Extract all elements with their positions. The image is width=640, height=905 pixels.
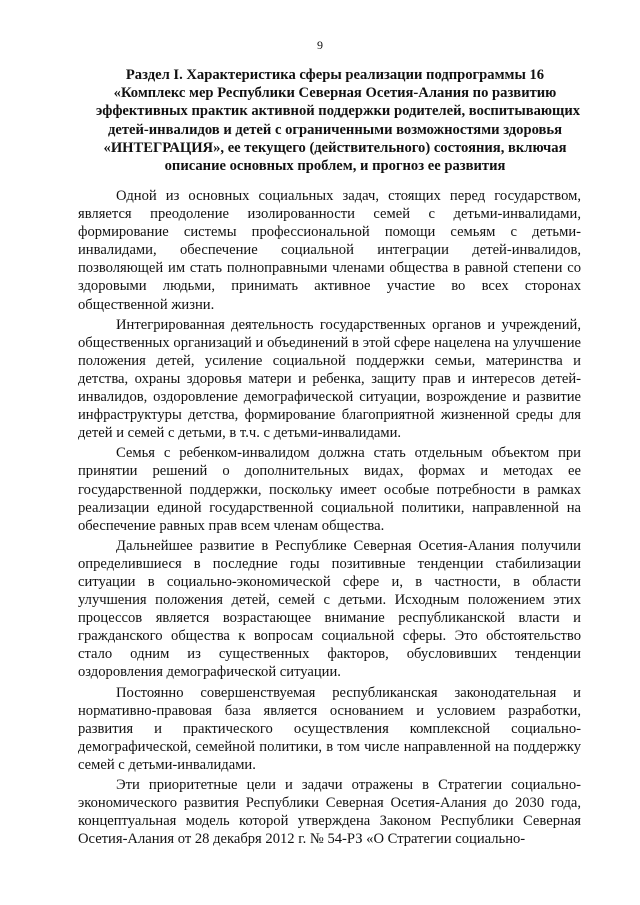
heading-line: Раздел I. Характеристика сферы реализации подпрограммы 16: [125, 67, 545, 83]
heading-line: описание основных проблем, и прогноз ее развития: [164, 158, 506, 175]
heading-line: «ИНТЕГРАЦИЯ», ее текущего (действительного) состояния, включая: [103, 139, 567, 156]
paragraph: Дальнейшее развитие в Республике Северная Осетия-Алания получили определившиеся в последние годы позитивные тенденции стабилизации ситуации в социально-экономической сфере и, в частности, в области улучшения положения детей, семей с детьми. Исходным положением этих процессов является возрастающее внимание республиканской власти и гражданского общества к вопросам социальной сферы. Это обстоятельство стало одним из существенных факторов, обусловивших тенденции оздоровления демографической ситуации.: [78, 537, 581, 681]
heading-line: эффективных практик активной поддержки родителей, воспитывающих: [96, 103, 581, 120]
paragraph: Эти приоритетные цели и задачи отражены в Стратегии социально-экономического развития Республики Северная Осетия-Алания до 2030 года, концептуальная модель которой утверждена Законом Республики Северная Осетия-Алания от 28 декабря 2012 г. № 54-РЗ «О Стратегии социально-: [78, 777, 581, 848]
paragraph: Постоянно совершенствуемая республиканская законодательная и нормативно-правовая база является основанием и условием разработки, развития и практического осуществления комплексной социально-демографической, семейной политики, в том числе направленной на поддержку семей с детьми-инвалидами.: [78, 684, 581, 773]
paragraph: Интегрированная деятельность государственных органов и учреждений, общественных организаций и объединений в этой сфере нацелена на улучшение положения детей, усиление социальной поддержки семьи, материнства и детства, охраны здоровья матери и ребенка, защиту прав и интересов детей-инвалидов, оздоровление демографической ситуации, возрождение и развитие инфраструктуры детства, формирование благоприятной жизненной среды для детей и семей с детьми, в т.ч. с детьми-инвалидами.: [78, 316, 581, 442]
section-heading: [96, 66, 581, 175]
paragraph: Семья с ребенком-инвалидом должна стать отдельным объектом при принятии решений о дополнительных видах, формах и методах ее государственной поддержки, поскольку имеет особые потребности в рамках реализации единой государственной социальной политики, направленной на обеспечение равных прав всем членам общества.: [78, 445, 581, 534]
heading-line: «Комплекс мер Республики Северная Осетия-Алания по развитию: [113, 85, 557, 102]
body-text: [78, 187, 581, 850]
paragraph: Одной из основных социальных задач, стоящих перед государством, является преодоление изолированности семей с детьми-инвалидами, формирование системы профессиональной помощи семьям с детьми-инвалидами, обеспечение социальной интеграции детей-инвалидов, позволяющей им стать полноправными членами общества в равной степени со здоровыми людьми, принимать активное участие во всех сторонах общественной жизни.: [78, 188, 581, 313]
page-number: 9: [317, 38, 323, 52]
heading-line: детей-инвалидов и детей с ограниченными возможностями здоровья: [107, 121, 563, 138]
